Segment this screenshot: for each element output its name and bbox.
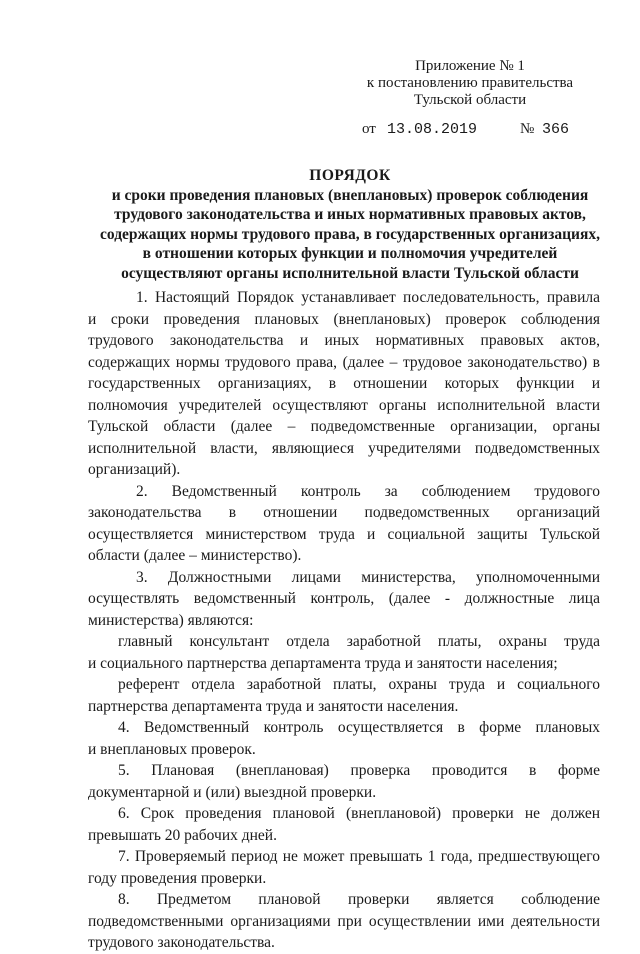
paragraph-line: Тульской области (далее – подведомственные организации, органы [88,418,600,435]
heading-line: осуществляют органы исполнительной власти Тульской области [121,264,579,282]
paragraph-line: полномочия учредителей осуществляют органы исполнительной власти [88,396,600,414]
paragraph-line: подведомственными организациями при осуществлении ими деятельности [88,912,600,930]
date-from-label: от [362,121,376,137]
paragraph-line: 3. Должностными лицами министерства, уполномоченными [136,568,600,586]
paragraph-line: 1. Настоящий Порядок устанавливает последовательность, правила [136,289,600,306]
resolution-number: 366 [542,121,570,138]
paragraph-line: министерства) являются: [88,611,254,629]
paragraph-line: партнерства департамента труда и занятости населения. [88,697,459,715]
document-body [88,287,600,954]
paragraph-line: содержащих нормы трудового права, (далее – трудовое законодательство) в [88,353,600,371]
paragraph-line: и внеплановых проверок. [88,740,256,758]
paragraph-line: 8. Предметом плановой проверки является соблюдение [118,891,600,908]
number-sign: № [520,121,535,137]
paragraph-line: главный консультант отдела заработной платы, охраны труда [118,633,600,650]
resolution-date: 13.08.2019 [387,121,478,138]
heading-line: и сроки проведения плановых (внеплановых) проверок соблюдения [111,186,589,204]
paragraph-line: исполнительной власти, являющиеся учредителями подведомственных [88,439,600,457]
paragraph-line: документарной и (или) выездной проверки. [88,783,377,801]
document-title: ПОРЯДОК [309,167,391,184]
paragraph-line: году проведения проверки. [88,869,267,887]
paragraph-line: трудового законодательства. [88,934,275,951]
paragraph-line: 6. Срок проведения плановой (внеплановой) проверки не должен [118,805,600,822]
heading-line: содержащих нормы трудового права, в государственных организациях, [100,225,600,243]
heading-line: трудового законодательства и иных нормативных правовых актов, [114,206,586,223]
paragraph-line: осуществлять ведомственный контроль, (далее - должностные лица [88,590,600,607]
heading-line: в отношении которых функции и полномочия учредителей [142,245,558,262]
paragraph-line: и сроки проведения плановых (внеплановых) проверок соблюдения [88,310,600,328]
paragraph-line: трудового законодательства и иных нормативных правовых актов, [88,332,600,349]
paragraph-line: организаций). [88,461,181,478]
paragraph-line: 4. Ведомственный контроль осуществляется в форме плановых [118,719,600,736]
paragraph-line: государственных организациях, в отношении которых функции и [88,375,600,392]
document-heading [88,166,612,283]
paragraph-line: 2. Ведомственный контроль за соблюдением трудового [136,482,600,500]
paragraph-line: превышать 20 рабочих дней. [88,826,277,844]
paragraph-line: референт отдела заработной платы, охраны труда и социального [118,676,600,693]
appendix-line-2: к постановлению правительства [366,75,574,91]
appendix-line-1: Приложение № 1 [415,58,525,74]
appendix-header [360,58,580,109]
paragraph-line: 7. Проверяемый период не может превышать 1 года, предшествующего [118,848,600,865]
appendix-line-3: Тульской области [413,92,527,108]
paragraph-line: и социального партнерства департамента труда и занятости населения; [88,654,558,672]
paragraph-line: 5. Плановая (внеплановая) проверка проводится в форме [118,762,600,779]
paragraph-line: области (далее – министерство). [88,547,302,564]
paragraph-line: законодательства в отношении подведомственных организаций [88,504,600,521]
paragraph-line: осуществляется министерством труда и социальной защиты Тульской [88,525,600,543]
